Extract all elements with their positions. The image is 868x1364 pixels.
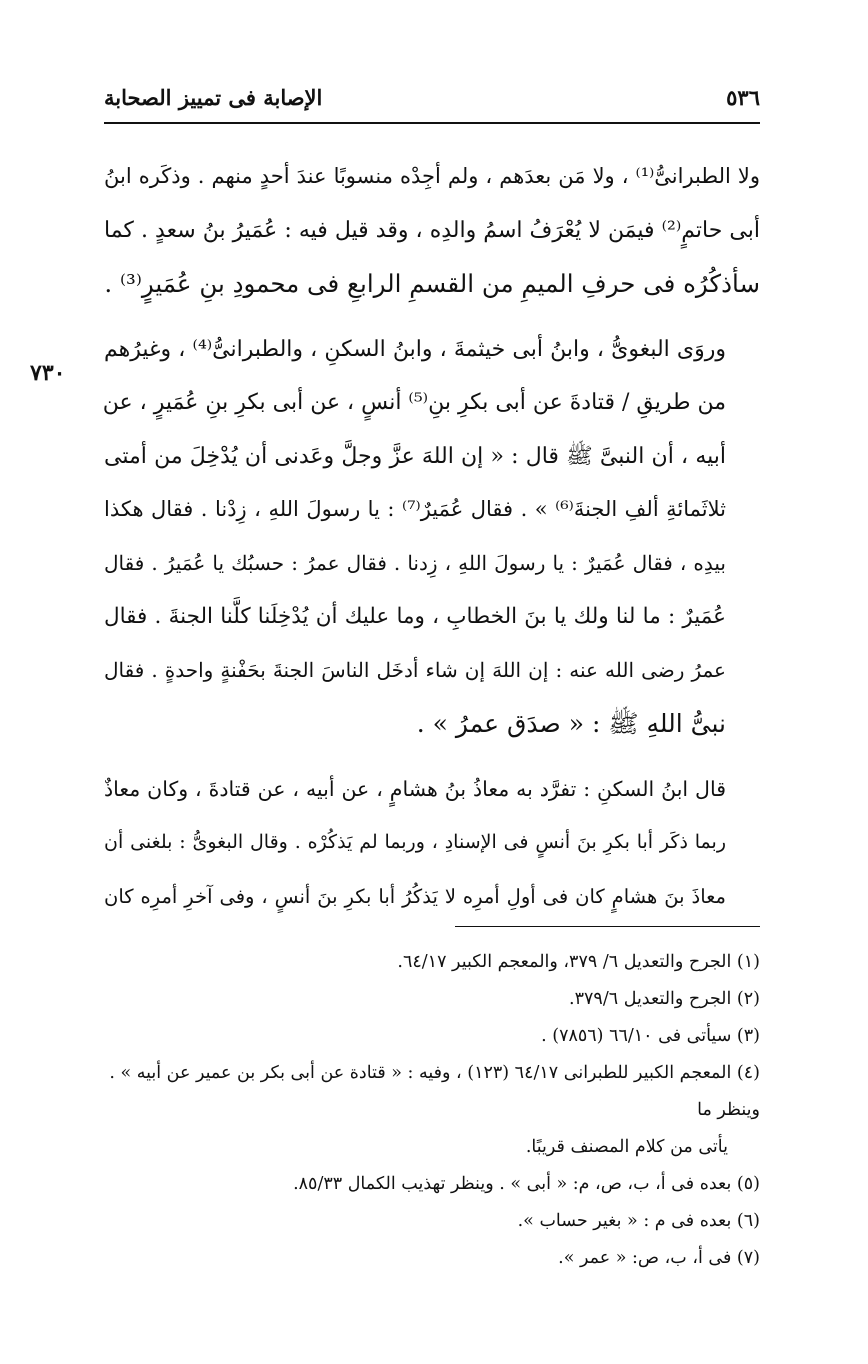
text-line: معاذَ بنَ هشامٍ كان فى أولِ أمرِه لا يَذكُرُ أبا بكرِ بنَ أنسٍ ، وفى آخرِ أمرِه كان (104, 884, 726, 908)
text-line: ثلاثَمائةِ ألفِ الجنةَ⁽⁶⁾ » . فقال عُمَيرٌ⁽⁷⁾ : يا رسولَ اللهِ ، زِدْنا . فقال هكذا (104, 497, 726, 521)
footnote-continuation: يأتى من كلام المصنف قريبًا. (525, 1137, 728, 1157)
footnote-text: (٤) المعجم الكبير للطبرانى ٦٤/١٧ (١٢٣) ، وفيه : « قتادة عن أبى بكر بن عمير عن أبيه » . وينظر ما (109, 1063, 760, 1120)
text-line: عمرُ رضى الله عنه : إن اللهَ إن شاء أدخَل الناسَ الجنةَ بحَفْنةٍ واحدةٍ . فقال (104, 657, 726, 682)
footnote (104, 1203, 760, 1240)
footnote-text: (٥) بعده فى أ، ب، ص، م: « أبى » . وينظر تهذيب الكمال ٨٥/٣٣. (293, 1174, 760, 1194)
footnote (104, 1055, 760, 1166)
footnote-text: (٧) فى أ، ب، ص: « عمر ». (558, 1248, 760, 1268)
footnotes (104, 944, 760, 1277)
book-title: الإصابة فى تمييز الصحابة (104, 84, 323, 110)
footnote (104, 1018, 760, 1055)
footnote-text: (٣) سيأتى فى ٦٦/١٠ (٧٨٥٦) . (541, 1026, 760, 1046)
text-line: ولا الطبرانىُّ⁽¹⁾ ، ولا مَن بعدَهم ، ولم أجِدْه منسوبًا عندَ أحدٍ منهم . وذكَره ابنُ (104, 164, 760, 188)
running-head (104, 80, 760, 114)
paragraph (104, 150, 760, 311)
footnote-rule (455, 926, 760, 927)
footnote (104, 1240, 760, 1277)
margin-reference-number: ٧٣٠ (30, 360, 66, 386)
paragraph (104, 763, 760, 924)
text-line: أبيه ، أن النبىَّ ﷺ قال : « إن اللهَ عزَّ وجلَّ وعَدنى أن يُدْخِلَ من أمتى (104, 443, 726, 469)
footnote (104, 944, 760, 981)
text-line: عُمَيرٌ : ما لنا ولك يا بنَ الخطابِ ، وما عليك أن يُدْخِلَنا كلَّنا الجنةَ . فقال (104, 604, 726, 629)
footnote (104, 1166, 760, 1203)
paragraph (104, 323, 760, 751)
text-line: أبى حاتمٍ⁽²⁾ فيمَن لا يُعْرَفُ اسمُ والدِه ، وقد قيل فيه : عُمَيرُ بنُ سعدٍ . كما (104, 217, 760, 243)
footnote (104, 981, 760, 1018)
footnote-text: (٦) بعده فى م : « بغير حساب ». (517, 1211, 760, 1231)
text-line: قال ابنُ السكنِ : تفرَّد به معاذُ بنُ هشامٍ ، عن أبيه ، عن قتادةَ ، وكان معاذٌ (104, 776, 726, 801)
text-line: بيدِه ، فقال عُمَيرٌ : يا رسولَ اللهِ ، زِدنا . فقال عمرُ : حسبُك يا عُمَيرُ . فقال (104, 550, 726, 575)
footnote-text: (١) الجرح والتعديل ٦/ ٣٧٩، والمعجم الكبير ٦٤/١٧. (397, 952, 760, 972)
text-line: وروَى البغوىُّ ، وابنُ أبى خيثمةَ ، وابنُ السكنِ ، والطبرانىُّ⁽⁴⁾ ، وغيرُهم (104, 336, 727, 362)
text-line: من طريقِ / قتادةَ عن أبى بكرِ بنِ⁽⁵⁾ أنسٍ ، عن أبى بكرِ بنِ عُمَيرٍ ، عن (102, 390, 726, 415)
page-number: ٥٣٦ (726, 84, 760, 110)
text-line: ربما ذكَر أبا بكرِ بنَ أنسٍ فى الإسنادِ ، وربما لم يَذكُرْه . وقال البغوىُّ : بلغنى أن (104, 831, 726, 853)
text-line: نبىُّ اللهِ ﷺ : « صدَق عمرُ » . (416, 709, 726, 738)
footnote-text: (٢) الجرح والتعديل ٣٧٩/٦. (569, 989, 760, 1009)
header-rule (104, 122, 760, 124)
main-text (104, 150, 760, 923)
text-line: سأذكُرُه فى حرفِ الميمِ من القسمِ الرابعِ فى محمودِ بنِ عُمَيرٍ⁽³⁾ . (104, 269, 760, 298)
